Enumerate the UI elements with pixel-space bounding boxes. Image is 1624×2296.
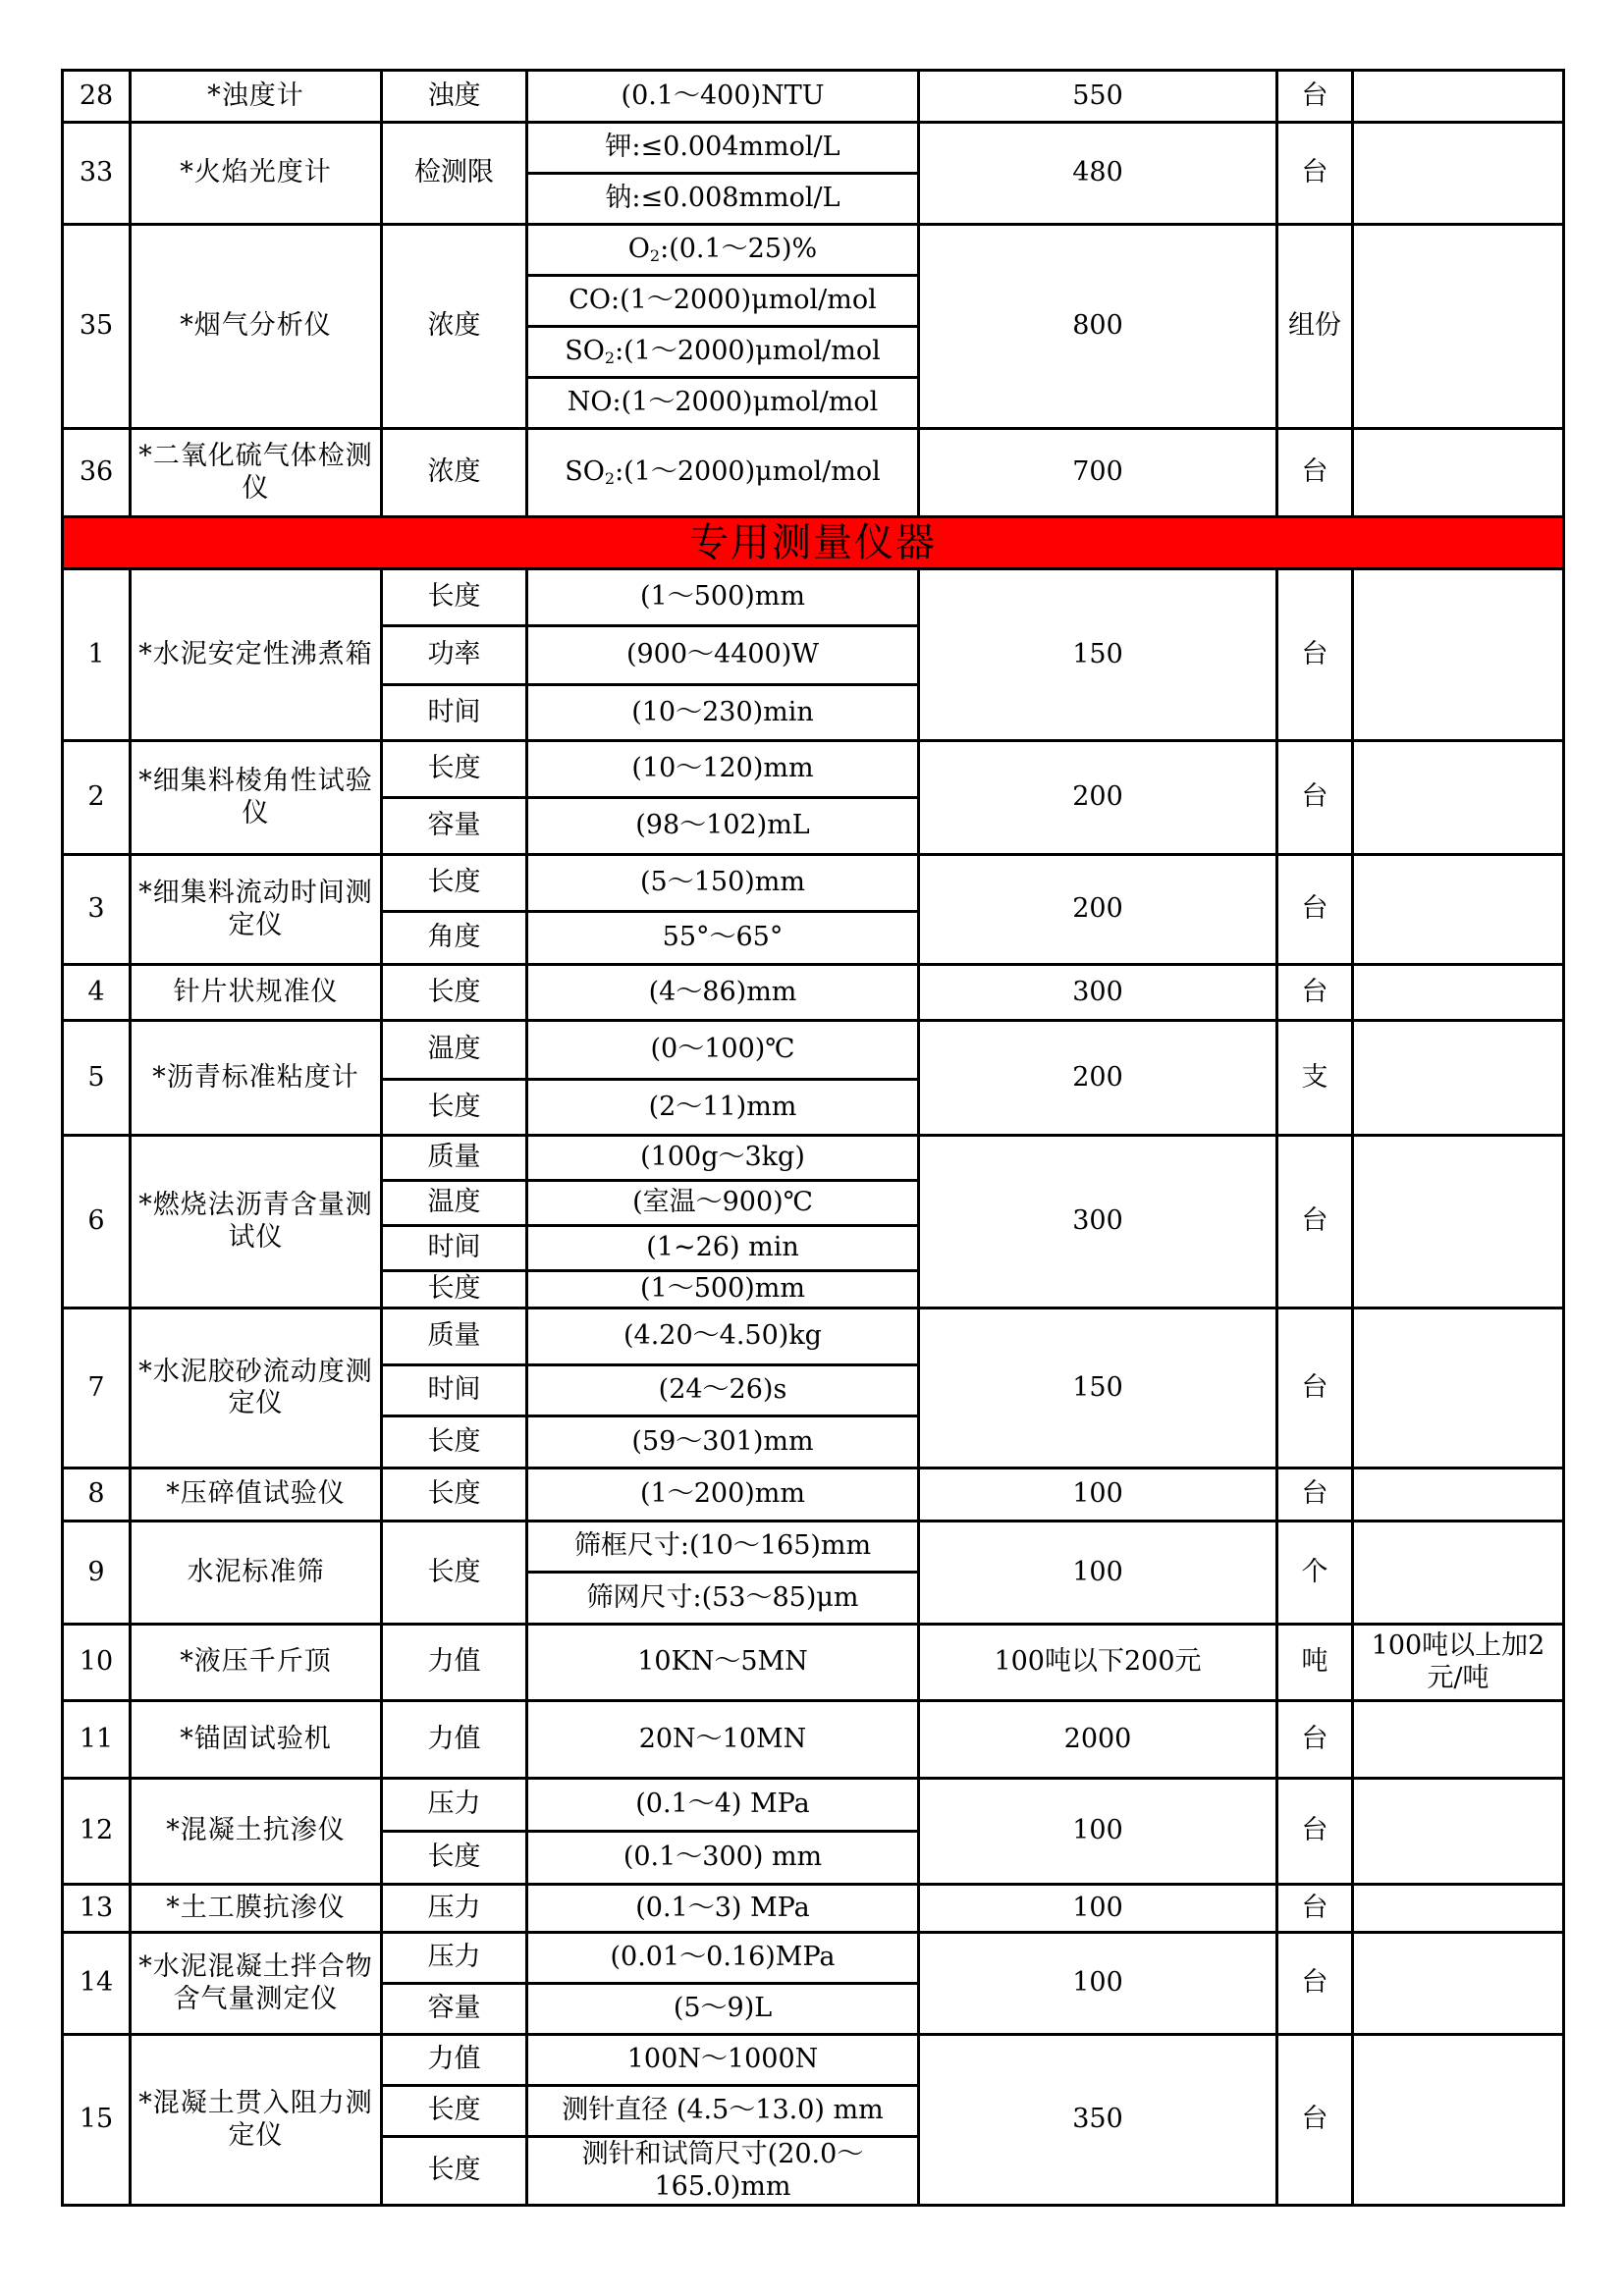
fee-cell: 100 xyxy=(919,1933,1277,2035)
unit-cell: 台 xyxy=(1277,1701,1353,1779)
item-number: 10 xyxy=(63,1625,131,1701)
range-cell xyxy=(527,327,919,378)
parameter-cell: 压力 xyxy=(382,1885,527,1933)
range-cell: 20N～10MN xyxy=(527,1701,919,1779)
instrument-name: *水泥混凝土拌合物含气量测定仪 xyxy=(131,1933,382,2035)
range-subscript: 2 xyxy=(649,246,661,266)
range-cell: 测针直径 (4.5～13.0) mm xyxy=(527,2086,919,2137)
range-text: SO xyxy=(565,336,605,367)
unit-cell: 台 xyxy=(1277,1468,1353,1522)
table-row xyxy=(63,225,1564,276)
note-cell xyxy=(1353,1701,1564,1779)
range-cell: (5～150)mm xyxy=(527,855,919,912)
item-number: 14 xyxy=(63,1933,131,2035)
note-cell xyxy=(1353,741,1564,855)
range-cell: 钾:≤0.004mmol/L xyxy=(527,123,919,174)
parameter-cell: 长度 xyxy=(382,569,527,626)
range-cell: 钠:≤0.008mmol/L xyxy=(527,174,919,225)
table-row xyxy=(63,429,1564,517)
instrument-name: *压碎值试验仪 xyxy=(131,1468,382,1522)
range-text: SO xyxy=(565,456,605,488)
table-row xyxy=(63,1933,1564,1984)
item-number: 13 xyxy=(63,1885,131,1933)
parameter-cell: 长度 xyxy=(382,1468,527,1522)
unit-cell: 台 xyxy=(1277,855,1353,965)
parameter-cell: 温度 xyxy=(382,1021,527,1080)
fee-cell: 480 xyxy=(919,123,1277,225)
parameter-cell: 长度 xyxy=(382,1522,527,1625)
parameter-cell: 检测限 xyxy=(382,123,527,225)
instrument-name: *烟气分析仪 xyxy=(131,225,382,429)
range-cell: 55°～65° xyxy=(527,912,919,965)
table-row xyxy=(63,569,1564,626)
note-cell xyxy=(1353,855,1564,965)
parameter-cell: 浓度 xyxy=(382,225,527,429)
range-cell: (0.1～300) mm xyxy=(527,1832,919,1885)
item-number: 2 xyxy=(63,741,131,855)
parameter-cell: 长度 xyxy=(382,2137,527,2206)
unit-cell: 组份 xyxy=(1277,225,1353,429)
range-cell xyxy=(527,225,919,276)
instrument-name: *混凝土抗渗仪 xyxy=(131,1779,382,1885)
unit-cell: 台 xyxy=(1277,1779,1353,1885)
range-cell: (2～11)mm xyxy=(527,1080,919,1136)
table-row xyxy=(63,1136,1564,1181)
note-cell xyxy=(1353,1885,1564,1933)
range-cell: 100N～1000N xyxy=(527,2035,919,2086)
range-text: :(0.1～25)% xyxy=(660,234,818,265)
note-cell xyxy=(1353,2035,1564,2206)
parameter-cell: 浓度 xyxy=(382,429,527,517)
parameter-cell: 长度 xyxy=(382,741,527,798)
fee-cell: 200 xyxy=(919,1021,1277,1136)
fee-cell: 100 xyxy=(919,1885,1277,1933)
range-cell: (4～86)mm xyxy=(527,965,919,1021)
note-cell xyxy=(1353,1021,1564,1136)
note-cell xyxy=(1353,1933,1564,2035)
parameter-cell: 长度 xyxy=(382,1080,527,1136)
instrument-name: *沥青标准粘度计 xyxy=(131,1021,382,1136)
table-row xyxy=(63,741,1564,798)
parameter-cell: 长度 xyxy=(382,855,527,912)
parameter-cell: 浊度 xyxy=(382,71,527,123)
fee-cell: 100 xyxy=(919,1779,1277,1885)
table-row xyxy=(63,1468,1564,1522)
table-row xyxy=(63,1021,1564,1080)
range-cell: NO:(1～2000)μmol/mol xyxy=(527,378,919,429)
parameter-cell: 长度 xyxy=(382,1832,527,1885)
note-cell xyxy=(1353,569,1564,741)
instrument-name: *土工膜抗渗仪 xyxy=(131,1885,382,1933)
unit-cell: 支 xyxy=(1277,1021,1353,1136)
parameter-cell: 功率 xyxy=(382,626,527,685)
range-cell: (24～26)s xyxy=(527,1365,919,1416)
fee-cell: 150 xyxy=(919,569,1277,741)
fee-cell: 200 xyxy=(919,855,1277,965)
range-cell xyxy=(527,429,919,517)
note-cell xyxy=(1353,1779,1564,1885)
unit-cell: 吨 xyxy=(1277,1625,1353,1701)
range-cell: CO:(1～2000)μmol/mol xyxy=(527,276,919,327)
range-subscript: 2 xyxy=(604,348,616,368)
range-cell: 10KN～5MN xyxy=(527,1625,919,1701)
fee-cell: 300 xyxy=(919,1136,1277,1308)
range-cell: 筛网尺寸:(53～85)μm xyxy=(527,1573,919,1625)
instrument-name: 针片状规准仪 xyxy=(131,965,382,1021)
section-title: 专用测量仪器 xyxy=(63,517,1564,569)
unit-cell: 台 xyxy=(1277,123,1353,225)
instrument-name: *燃烧法沥青含量测试仪 xyxy=(131,1136,382,1308)
fee-cell: 550 xyxy=(919,71,1277,123)
item-number: 8 xyxy=(63,1468,131,1522)
range-cell: (10～230)min xyxy=(527,685,919,741)
unit-cell: 台 xyxy=(1277,1933,1353,2035)
note-cell xyxy=(1353,1308,1564,1468)
note-cell xyxy=(1353,1468,1564,1522)
range-cell: (59～301)mm xyxy=(527,1416,919,1468)
parameter-cell: 压力 xyxy=(382,1933,527,1984)
parameter-cell: 时间 xyxy=(382,685,527,741)
unit-cell: 台 xyxy=(1277,741,1353,855)
item-number: 3 xyxy=(63,855,131,965)
range-cell: (0.1～3) MPa xyxy=(527,1885,919,1933)
table-row xyxy=(63,1885,1564,1933)
range-cell: (4.20～4.50)kg xyxy=(527,1308,919,1365)
unit-cell: 台 xyxy=(1277,1308,1353,1468)
range-cell: (0.1～400)NTU xyxy=(527,71,919,123)
parameter-cell: 长度 xyxy=(382,1271,527,1308)
table-body-top xyxy=(63,71,1564,517)
parameter-cell: 容量 xyxy=(382,1984,527,2035)
range-cell: (室温～900)℃ xyxy=(527,1181,919,1226)
item-number: 1 xyxy=(63,569,131,741)
item-number: 9 xyxy=(63,1522,131,1625)
item-number: 5 xyxy=(63,1021,131,1136)
instrument-name: *水泥安定性沸煮箱 xyxy=(131,569,382,741)
parameter-cell: 长度 xyxy=(382,1416,527,1468)
instrument-name: *水泥胶砂流动度测定仪 xyxy=(131,1308,382,1468)
fee-cell: 700 xyxy=(919,429,1277,517)
range-cell: (98～102)mL xyxy=(527,798,919,855)
section-header-body xyxy=(63,517,1564,569)
fee-cell: 100吨以下200元 xyxy=(919,1625,1277,1701)
parameter-cell: 力值 xyxy=(382,2035,527,2086)
range-text: O xyxy=(627,234,650,265)
item-number: 4 xyxy=(63,965,131,1021)
fee-cell: 100 xyxy=(919,1522,1277,1625)
range-cell: (0～100)℃ xyxy=(527,1021,919,1080)
parameter-cell: 力值 xyxy=(382,1701,527,1779)
unit-cell: 个 xyxy=(1277,1522,1353,1625)
note-cell xyxy=(1353,429,1564,517)
instrument-name: *细集料流动时间测定仪 xyxy=(131,855,382,965)
fee-cell: 2000 xyxy=(919,1701,1277,1779)
unit-cell: 台 xyxy=(1277,2035,1353,2206)
range-cell: 测针和试筒尺寸(20.0～165.0)mm xyxy=(527,2137,919,2206)
note-cell xyxy=(1353,123,1564,225)
parameter-cell: 质量 xyxy=(382,1308,527,1365)
range-cell: (0.01～0.16)MPa xyxy=(527,1933,919,1984)
range-cell: (1～500)mm xyxy=(527,569,919,626)
unit-cell: 台 xyxy=(1277,1136,1353,1308)
note-cell xyxy=(1353,225,1564,429)
parameter-cell: 压力 xyxy=(382,1779,527,1832)
table-row xyxy=(63,855,1564,912)
item-number: 33 xyxy=(63,123,131,225)
range-cell: (1~26) min xyxy=(527,1226,919,1271)
range-cell: (0.1～4) MPa xyxy=(527,1779,919,1832)
note-cell xyxy=(1353,71,1564,123)
range-cell: (1～500)mm xyxy=(527,1271,919,1308)
table-row xyxy=(63,1779,1564,1832)
instrument-name: *细集料棱角性试验仪 xyxy=(131,741,382,855)
parameter-cell: 力值 xyxy=(382,1625,527,1701)
unit-cell: 台 xyxy=(1277,429,1353,517)
note-cell xyxy=(1353,1136,1564,1308)
parameter-cell: 长度 xyxy=(382,965,527,1021)
range-text: :(1～2000)μmol/mol xyxy=(615,336,881,367)
note-cell xyxy=(1353,1522,1564,1625)
fee-table xyxy=(61,69,1565,2207)
table-row xyxy=(63,2035,1564,2086)
fee-cell: 100 xyxy=(919,1468,1277,1522)
table-row xyxy=(63,1308,1564,1365)
section-header-row xyxy=(63,517,1564,569)
table-row xyxy=(63,1625,1564,1701)
range-cell: 筛框尺寸:(10～165)mm xyxy=(527,1522,919,1573)
range-subscript: 2 xyxy=(604,469,616,489)
parameter-cell: 时间 xyxy=(382,1365,527,1416)
instrument-name: *锚固试验机 xyxy=(131,1701,382,1779)
parameter-cell: 角度 xyxy=(382,912,527,965)
note-cell xyxy=(1353,965,1564,1021)
item-number: 35 xyxy=(63,225,131,429)
range-cell: (1～200)mm xyxy=(527,1468,919,1522)
item-number: 12 xyxy=(63,1779,131,1885)
range-cell: (10～120)mm xyxy=(527,741,919,798)
item-number: 28 xyxy=(63,71,131,123)
item-number: 11 xyxy=(63,1701,131,1779)
table-row xyxy=(63,71,1564,123)
item-number: 7 xyxy=(63,1308,131,1468)
range-cell: (5～9)L xyxy=(527,1984,919,2035)
table-body-bottom xyxy=(63,569,1564,2206)
unit-cell: 台 xyxy=(1277,71,1353,123)
range-cell: (900～4400)W xyxy=(527,626,919,685)
parameter-cell: 温度 xyxy=(382,1181,527,1226)
table-row xyxy=(63,123,1564,174)
unit-cell: 台 xyxy=(1277,569,1353,741)
instrument-name: *火焰光度计 xyxy=(131,123,382,225)
instrument-name: 水泥标准筛 xyxy=(131,1522,382,1625)
unit-cell: 台 xyxy=(1277,1885,1353,1933)
table-row xyxy=(63,1701,1564,1779)
item-number: 6 xyxy=(63,1136,131,1308)
parameter-cell: 容量 xyxy=(382,798,527,855)
fee-cell: 150 xyxy=(919,1308,1277,1468)
instrument-name: *混凝土贯入阻力测定仪 xyxy=(131,2035,382,2206)
parameter-cell: 长度 xyxy=(382,2086,527,2137)
note-cell: 100吨以上加2元/吨 xyxy=(1353,1625,1564,1701)
fee-cell: 800 xyxy=(919,225,1277,429)
unit-cell: 台 xyxy=(1277,965,1353,1021)
range-cell: (100g～3kg) xyxy=(527,1136,919,1181)
range-text: :(1～2000)μmol/mol xyxy=(615,456,881,488)
table-row xyxy=(63,1522,1564,1573)
instrument-name: *二氧化硫气体检测仪 xyxy=(131,429,382,517)
fee-cell: 300 xyxy=(919,965,1277,1021)
item-number: 36 xyxy=(63,429,131,517)
item-number: 15 xyxy=(63,2035,131,2206)
fee-cell: 350 xyxy=(919,2035,1277,2206)
parameter-cell: 时间 xyxy=(382,1226,527,1271)
table-row xyxy=(63,965,1564,1021)
parameter-cell: 质量 xyxy=(382,1136,527,1181)
fee-cell: 200 xyxy=(919,741,1277,855)
instrument-name: *浊度计 xyxy=(131,71,382,123)
instrument-name: *液压千斤顶 xyxy=(131,1625,382,1701)
